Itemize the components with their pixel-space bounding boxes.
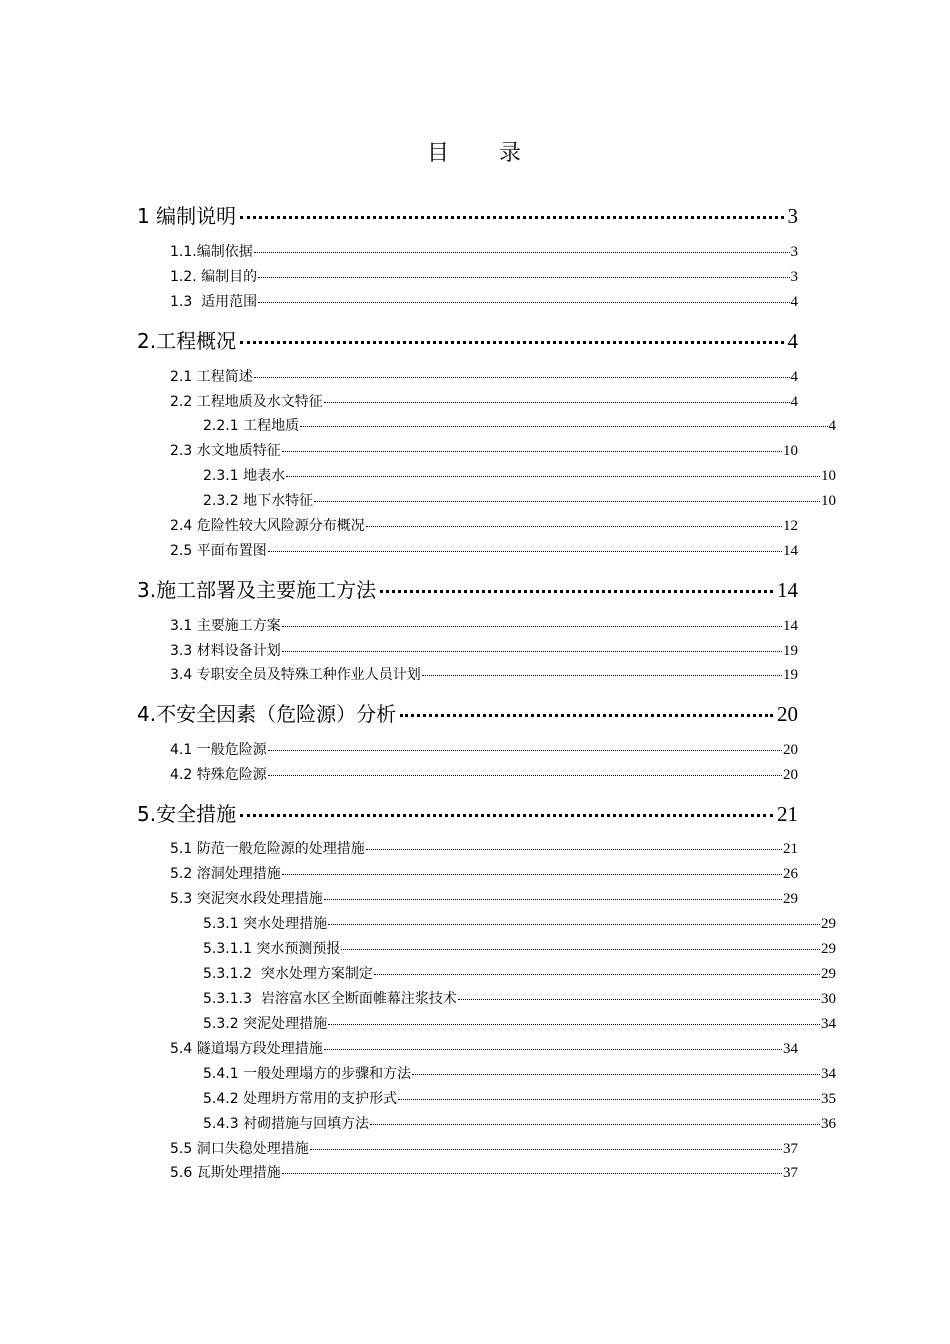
toc-entry-label: 3.施工部署及主要施工方法 <box>137 578 377 602</box>
toc-entry[interactable] <box>170 739 798 759</box>
toc-entry-label: 5.3.1.1 突水预测预报 <box>203 941 341 957</box>
toc-entry-page: 29 <box>821 941 836 957</box>
toc-entry[interactable] <box>170 366 798 386</box>
toc-entry-label: 5.2 溶洞处理措施 <box>170 866 281 882</box>
toc-entry-label: 1.1.编制依据 <box>170 244 253 260</box>
dot-leader <box>314 501 820 502</box>
dot-leader <box>282 651 782 652</box>
dot-leader <box>324 402 790 403</box>
toc-entry[interactable] <box>203 1088 836 1108</box>
toc-entry-page: 14 <box>783 543 798 559</box>
toc-entry-label: 2.3.1 地表水 <box>203 468 286 484</box>
dot-leader <box>398 1099 820 1100</box>
toc-entry-label: 5.3 突泥突水段处理措施 <box>170 891 323 907</box>
toc-entry[interactable] <box>203 963 836 983</box>
dot-leader <box>254 252 790 253</box>
toc-entry-label: 3.3 材料设备计划 <box>170 643 281 659</box>
toc-entry-label: 2.1 工程简述 <box>170 369 253 385</box>
toc-entry-page: 3 <box>790 244 798 260</box>
dot-leader <box>282 874 782 875</box>
toc-entry-page: 21 <box>783 841 798 857</box>
dot-leader <box>324 1049 782 1050</box>
toc-entry-page: 14 <box>783 618 798 634</box>
toc-entry-page: 34 <box>821 1066 836 1082</box>
dot-leader <box>258 277 789 278</box>
toc-entry-label: 2.3.2 地下水特征 <box>203 493 314 509</box>
toc-entry[interactable] <box>170 266 798 286</box>
toc-entry[interactable] <box>170 640 798 660</box>
toc-entry[interactable] <box>203 1113 836 1133</box>
toc-entry-page: 37 <box>783 1165 798 1181</box>
dot-leader <box>310 1149 782 1150</box>
dot-leader <box>412 1074 820 1075</box>
toc-entry-page: 35 <box>821 1091 836 1107</box>
dot-leader <box>422 675 782 676</box>
toc-entry[interactable] <box>203 938 836 958</box>
toc-entry-label: 4.不安全因素（危险源）分析 <box>137 702 397 726</box>
toc-entry-label: 2.3 水文地质特征 <box>170 443 281 459</box>
toc-entry-page: 19 <box>783 643 798 659</box>
dot-leader <box>300 426 827 427</box>
toc-entry[interactable] <box>203 490 836 510</box>
toc-entry-label: 2.2.1 工程地质 <box>203 418 300 434</box>
toc-entry-page: 20 <box>783 742 798 758</box>
toc-entry-label: 5.3.1.3 岩溶富水区全断面帷幕注浆技术 <box>203 991 457 1007</box>
toc-entry[interactable] <box>170 241 798 261</box>
dot-leader <box>328 1024 820 1025</box>
toc-entry-label: 5.3.2 突泥处理措施 <box>203 1016 328 1032</box>
toc-entry[interactable] <box>137 798 798 827</box>
toc-entry[interactable] <box>170 1162 798 1182</box>
toc-entry-page: 12 <box>783 518 798 534</box>
dot-leader <box>370 1124 820 1125</box>
dot-leader <box>374 974 820 975</box>
dot-leader <box>366 526 782 527</box>
toc-entry-label: 5.4.2 处理坍方常用的支护形式 <box>203 1091 398 1107</box>
toc-entry-label: 5.6 瓦斯处理措施 <box>170 1165 281 1181</box>
dot-leader <box>240 814 773 817</box>
dot-leader <box>268 551 782 552</box>
toc-entry-page: 29 <box>821 916 836 932</box>
toc-entry-label: 5.1 防范一般危险源的处理措施 <box>170 841 365 857</box>
toc-entry-page: 10 <box>821 468 836 484</box>
toc-entry-label: 5.5 洞口失稳处理措施 <box>170 1141 309 1157</box>
toc-entry[interactable] <box>203 1013 836 1033</box>
toc-entry-page: 20 <box>783 767 798 783</box>
toc-entry[interactable] <box>203 988 836 1008</box>
dot-leader <box>240 216 783 219</box>
toc-entry[interactable] <box>170 1038 798 1058</box>
toc-entry-label: 2.4 危险性较大风险源分布概况 <box>170 518 365 534</box>
toc-entry[interactable] <box>170 764 798 784</box>
toc-entry-page: 34 <box>783 1041 798 1057</box>
toc-entry[interactable] <box>137 574 798 603</box>
toc-entry-page: 3 <box>787 204 798 228</box>
toc-entry[interactable] <box>170 540 798 560</box>
toc-entry-page: 19 <box>783 667 798 683</box>
toc-entry[interactable] <box>170 863 798 883</box>
dot-leader <box>268 750 782 751</box>
toc-entry-label: 2.5 平面布置图 <box>170 543 267 559</box>
toc-entry[interactable] <box>170 1138 798 1158</box>
toc-entry[interactable] <box>203 913 836 933</box>
toc-entry-page: 34 <box>821 1016 836 1032</box>
toc-entry-label: 5.安全措施 <box>137 802 237 826</box>
toc-entry[interactable] <box>170 515 798 535</box>
toc-entry-page: 14 <box>777 578 798 602</box>
dot-leader <box>282 451 782 452</box>
dot-leader <box>258 302 789 303</box>
toc-entry-label: 3.1 主要施工方案 <box>170 618 281 634</box>
toc-entry[interactable] <box>203 465 836 485</box>
toc-entry-page: 21 <box>777 802 798 826</box>
toc-entry-page: 10 <box>783 443 798 459</box>
toc-entry-page: 4 <box>828 418 836 434</box>
dot-leader <box>328 924 820 925</box>
dot-leader <box>366 849 782 850</box>
toc-entry-label: 3.4 专职安全员及特殊工种作业人员计划 <box>170 667 421 683</box>
toc-entry-page: 4 <box>790 369 798 385</box>
dot-leader <box>341 949 820 950</box>
dot-leader <box>324 899 782 900</box>
toc-entry-page: 30 <box>821 991 836 1007</box>
toc-entry-page: 4 <box>790 394 798 410</box>
page-title: 目 录 <box>426 141 523 166</box>
dot-leader <box>268 775 782 776</box>
toc-entry[interactable] <box>170 888 798 908</box>
toc-entry-label: 5.3.1 突水处理措施 <box>203 916 328 932</box>
toc-entry[interactable] <box>137 325 798 354</box>
toc-entry[interactable] <box>170 440 798 460</box>
toc-entry-page: 3 <box>790 269 798 285</box>
toc-entry[interactable] <box>203 415 836 435</box>
toc-entry-page: 10 <box>821 493 836 509</box>
dot-leader <box>400 714 773 717</box>
toc-entry[interactable] <box>170 838 798 858</box>
toc-entry-label: 4.2 特殊危险源 <box>170 767 267 783</box>
toc-entry[interactable] <box>170 291 798 311</box>
toc-entry-page: 20 <box>777 702 798 726</box>
dot-leader <box>380 590 773 593</box>
toc-entry[interactable] <box>170 664 798 684</box>
toc-entry[interactable] <box>137 698 798 727</box>
toc-entry-label: 4.1 一般危险源 <box>170 742 267 758</box>
toc-entry[interactable] <box>137 200 798 229</box>
toc-entry-label: 1.3 适用范围 <box>170 294 258 310</box>
dot-leader <box>282 1173 782 1174</box>
toc-entry[interactable] <box>203 1063 836 1083</box>
toc-entry[interactable] <box>170 615 798 635</box>
toc-entry-label: 5.4.1 一般处理塌方的步骤和方法 <box>203 1066 412 1082</box>
toc-entry-page: 29 <box>783 891 798 907</box>
toc-entry-label: 1 编制说明 <box>137 204 237 228</box>
toc-entry-label: 2.工程概况 <box>137 329 237 353</box>
toc-entry-page: 37 <box>783 1141 798 1157</box>
dot-leader <box>286 476 820 477</box>
dot-leader <box>282 626 782 627</box>
toc-entry[interactable] <box>170 391 798 411</box>
toc-entry-page: 26 <box>783 866 798 882</box>
toc-entry-label: 1.2. 编制目的 <box>170 269 258 285</box>
toc-entry-label: 2.2 工程地质及水文特征 <box>170 394 323 410</box>
toc-entry-page: 4 <box>787 329 798 353</box>
toc-entry-label: 5.3.1.2 突水处理方案制定 <box>203 966 373 982</box>
toc-entry-page: 4 <box>790 294 798 310</box>
dot-leader <box>240 341 783 344</box>
toc-entry-page: 36 <box>821 1116 836 1132</box>
toc-entry-label: 5.4.3 衬砌措施与回填方法 <box>203 1116 370 1132</box>
toc-entry-label: 5.4 隧道塌方段处理措施 <box>170 1041 323 1057</box>
dot-leader <box>458 999 820 1000</box>
dot-leader <box>254 377 790 378</box>
toc-entry-page: 29 <box>821 966 836 982</box>
